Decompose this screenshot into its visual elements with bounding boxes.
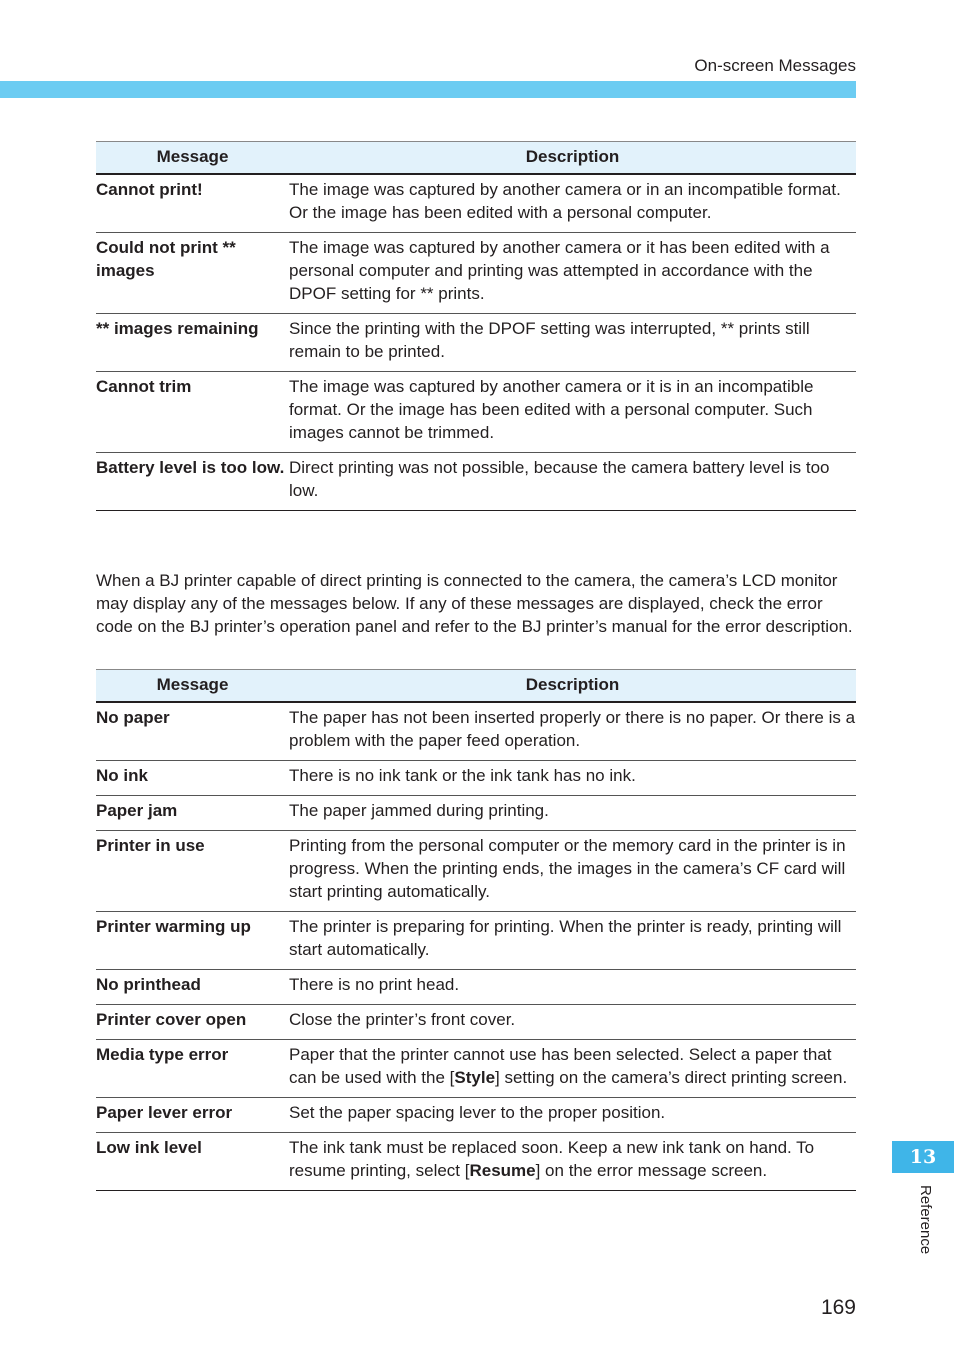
description-cell: Printing from the personal computer or the memory card in the printer is in progress. When the printing ends, the images in the camera’s CF card will start printing automatically. (289, 831, 856, 912)
message-cell: Paper jam (96, 796, 289, 831)
message-cell: ** images remaining (96, 314, 289, 372)
message-cell: Media type error (96, 1040, 289, 1098)
message-cell: No printhead (96, 970, 289, 1005)
column-header-message: Message (96, 670, 289, 703)
section-title: On-screen Messages (694, 56, 856, 75)
table-row (96, 314, 856, 372)
description-text: ] on the error message screen. (535, 1161, 768, 1180)
column-header-description: Description (289, 142, 856, 175)
table-row (96, 233, 856, 314)
description-cell: The paper has not been inserted properly or there is no paper. Or there is a problem with the paper feed operation. (289, 702, 856, 761)
chapter-tab: 13 (892, 1141, 954, 1173)
description-cell: Direct printing was not possible, because the camera battery level is too low. (289, 453, 856, 511)
table-row (96, 796, 856, 831)
message-cell: Printer warming up (96, 912, 289, 970)
column-header-description: Description (289, 670, 856, 703)
description-text: ] setting on the camera’s direct printing screen. (495, 1068, 848, 1087)
description-cell: There is no ink tank or the ink tank has no ink. (289, 761, 856, 796)
message-cell: Cannot print! (96, 174, 289, 233)
table-row (96, 831, 856, 912)
description-text: The ink tank must be replaced soon. Keep a new ink tank on hand. To resume printing, select [ (289, 1138, 815, 1180)
table-row (96, 912, 856, 970)
table-row (96, 1133, 856, 1191)
table-header-row (96, 142, 856, 175)
table-row (96, 174, 856, 233)
table-row (96, 372, 856, 453)
description-cell: The paper jammed during printing. (289, 796, 856, 831)
message-cell: Could not print ** images (96, 233, 289, 314)
table-header-row (96, 670, 856, 703)
message-cell: Printer cover open (96, 1005, 289, 1040)
messages-table-printer (96, 669, 856, 1191)
message-cell: Printer in use (96, 831, 289, 912)
table-row (96, 1005, 856, 1040)
table-row (96, 970, 856, 1005)
setting-name-style: Style (454, 1068, 496, 1087)
description-cell: The image was captured by another camera or in an incompatible format. Or the image has been edited with a personal computer. (289, 174, 856, 233)
description-cell: There is no print head. (289, 970, 856, 1005)
table-row (96, 1040, 856, 1098)
message-cell: No paper (96, 702, 289, 761)
table-row (96, 702, 856, 761)
message-cell: Cannot trim (96, 372, 289, 453)
description-cell: Close the printer’s front cover. (289, 1005, 856, 1040)
column-header-message: Message (96, 142, 289, 175)
description-cell: Set the paper spacing lever to the proper position. (289, 1098, 856, 1133)
description-cell (289, 1133, 856, 1191)
description-cell (289, 1040, 856, 1098)
message-cell: Battery level is too low. (96, 453, 289, 511)
message-cell: No ink (96, 761, 289, 796)
message-cell: Low ink level (96, 1133, 289, 1191)
table-row (96, 453, 856, 511)
table-row (96, 1098, 856, 1133)
intro-paragraph: When a BJ printer capable of direct printing is connected to the camera, the camera’s LCD monitor may display any of the messages below. If any of these messages are displayed, check the error code on the BJ printer’s operation panel and refer to the BJ printer’s manual for the error description. (96, 571, 853, 636)
description-text: Paper that the printer cannot use has been selected. Select a paper that can be used with the [ (289, 1045, 832, 1087)
chapter-side-label: Reference (917, 1185, 934, 1255)
message-cell: Paper lever error (96, 1098, 289, 1133)
description-cell: The image was captured by another camera or it has been edited with a personal computer and printing was attempted in accordance with the DPOF setting for ** prints. (289, 233, 856, 314)
menu-name-resume: Resume (469, 1161, 536, 1180)
header-bar (0, 81, 856, 98)
messages-table-camera (96, 141, 856, 511)
description-cell: The printer is preparing for printing. When the printer is ready, printing will start automatically. (289, 912, 856, 970)
page-number: 169 (820, 1296, 856, 1319)
description-cell: The image was captured by another camera or it is in an incompatible format. Or the image has been edited with a personal computer. Such images cannot be trimmed. (289, 372, 856, 453)
table-row (96, 761, 856, 796)
description-cell: Since the printing with the DPOF setting was interrupted, ** prints still remain to be printed. (289, 314, 856, 372)
